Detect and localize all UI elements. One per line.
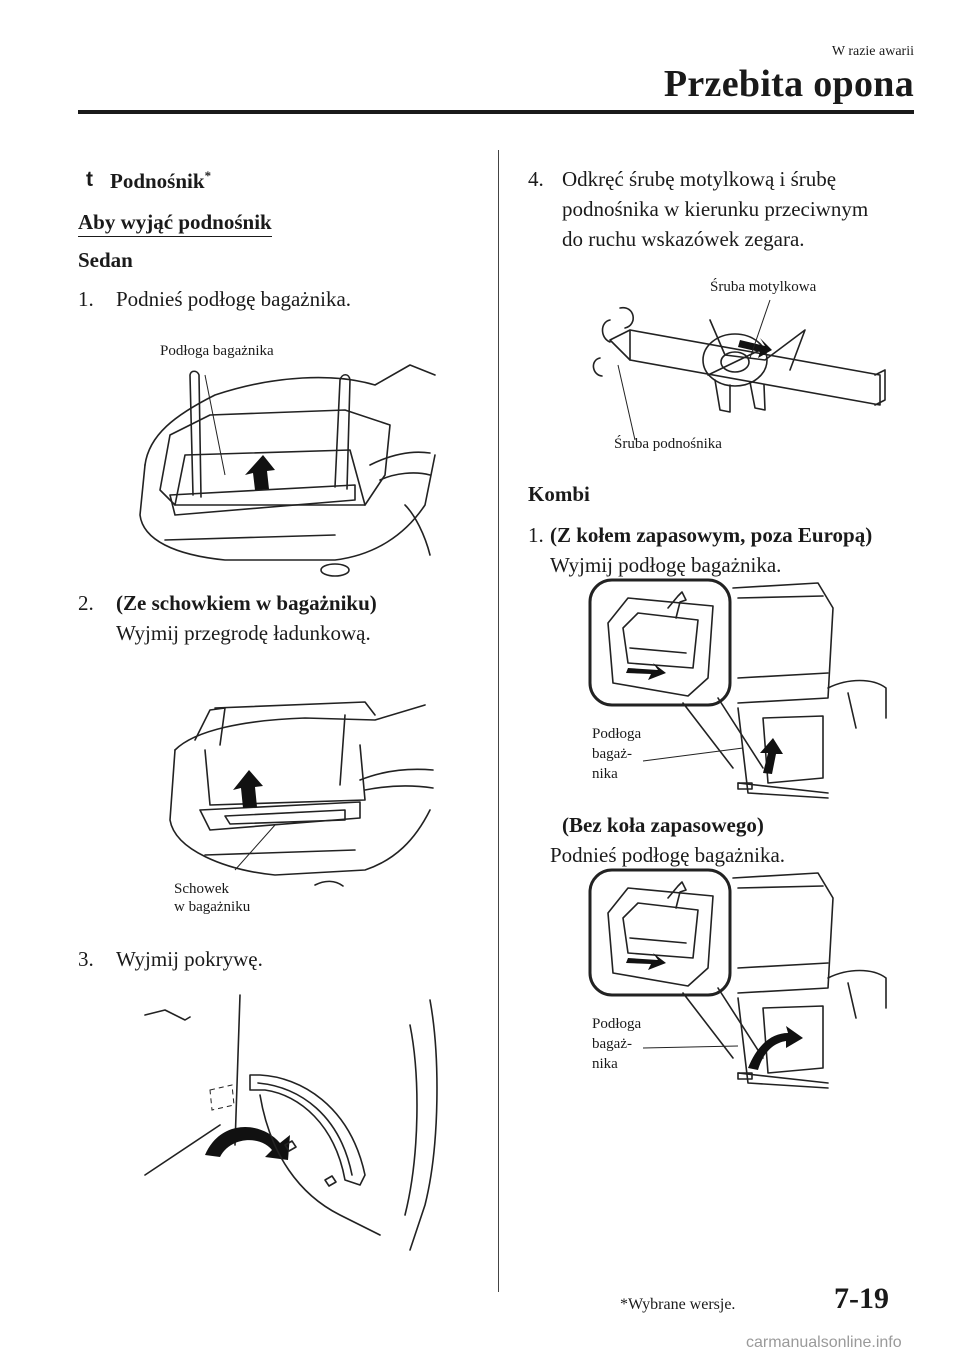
section-heading xyxy=(110,168,211,194)
k1-number: 1. xyxy=(528,523,544,547)
variant-kombi: Kombi xyxy=(528,482,590,506)
k2-bold: (Bez koła zapasowego) xyxy=(562,813,764,837)
variant-sedan: Sedan xyxy=(78,248,133,272)
figk2-label-l3: nika xyxy=(592,1056,618,1072)
step2-bold: (Ze schowkiem w bagażniku) xyxy=(116,591,377,615)
page-number: 7-19 xyxy=(834,1282,889,1315)
figk2-label-l1: Podłoga xyxy=(592,1016,642,1032)
section-label: W razie awarii xyxy=(831,44,914,59)
subheading xyxy=(78,210,272,235)
footer-note: *Wybrane wersje. xyxy=(620,1296,736,1313)
k1-text: Wyjmij podłogę bagażnika. xyxy=(550,553,782,577)
header-rule xyxy=(78,110,914,114)
figk1-label-l1: Podłoga xyxy=(592,726,642,742)
figk1-label-l3: nika xyxy=(592,766,618,782)
step3-number: 3. xyxy=(78,947,94,971)
heading-text: Podnośnik xyxy=(110,169,205,193)
fig4-label-bottom: Śruba podnośnika xyxy=(614,436,722,452)
heading-star: * xyxy=(204,168,212,183)
figk2-label-l2: bagaż- xyxy=(592,1036,632,1052)
column-divider xyxy=(498,150,499,1292)
step4-line2: podnośnika w kierunku przeciwnym xyxy=(562,197,869,221)
step1-number: 1. xyxy=(78,287,94,311)
k2-text: Podnieś podłogę bagażnika. xyxy=(550,843,786,867)
fig2-label-line2: w bagażniku xyxy=(174,899,251,915)
step2-text: Wyjmij przegrodę ładunkową. xyxy=(116,621,371,645)
figk1-kombi-illustration xyxy=(588,578,888,803)
step4-line3: do ruchu wskazówek zegara. xyxy=(562,227,805,251)
fig4-label-top: Śruba motylkowa xyxy=(710,279,817,295)
step1-text: Podnieś podłogę bagażnika. xyxy=(116,287,352,311)
figk2-kombi-illustration xyxy=(588,868,888,1093)
step4-line1: Odkręć śrubę motylkową i śrubę xyxy=(562,167,837,191)
fig1-label: Podłoga bagażnika xyxy=(160,343,274,359)
fig2-label-line1: Schowek xyxy=(174,881,229,897)
fig3-cover-illustration xyxy=(140,995,445,1255)
step2-number: 2. xyxy=(78,591,94,615)
fig1-sedan-trunk-illustration xyxy=(135,355,445,585)
k1-bold: (Z kołem zapasowym, poza Europą) xyxy=(550,523,873,547)
step3-text: Wyjmij pokrywę. xyxy=(116,947,263,971)
page-title: Przebita opona xyxy=(663,63,914,105)
subheading-text: Aby wyjąć podnośnik xyxy=(78,210,272,237)
heading-marker: t xyxy=(86,168,93,191)
watermark: carmanualsonline.info xyxy=(746,1334,902,1351)
step4-number: 4. xyxy=(528,167,544,191)
fig4-jack-illustration xyxy=(590,300,890,425)
figk1-label-l2: bagaż- xyxy=(592,746,632,762)
